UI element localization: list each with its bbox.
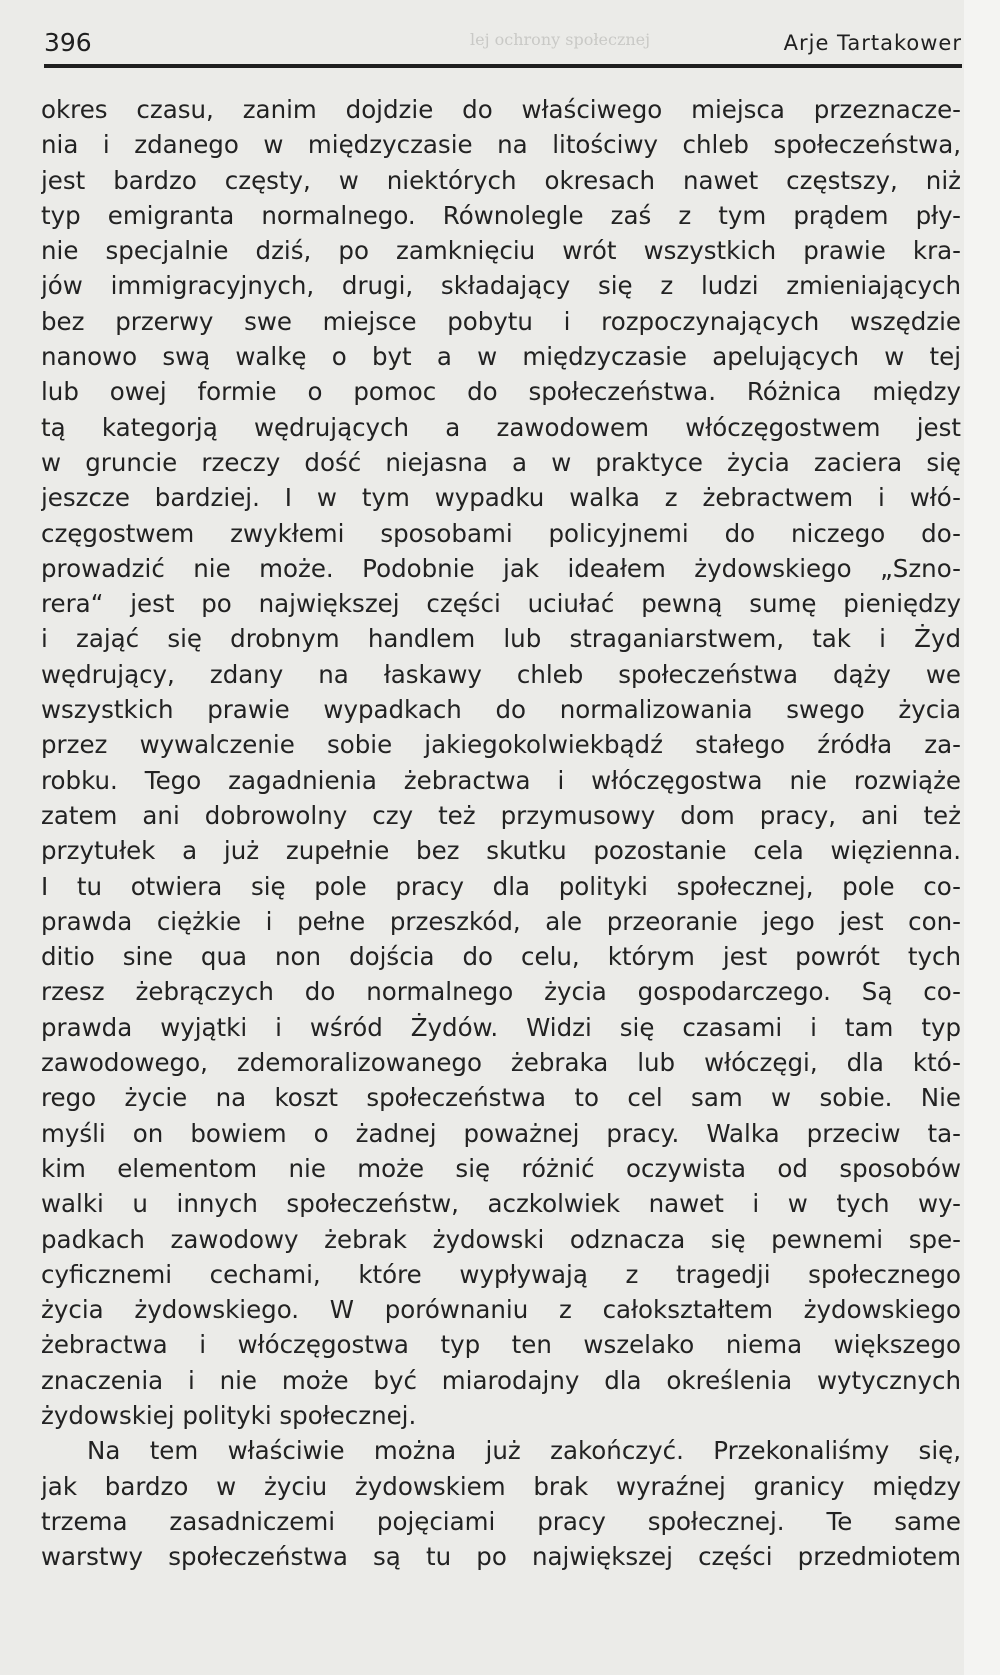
text-line: nia i zdanego w międzyczasie na litościwy chleb społeczeństwa, [41,130,961,160]
page-header [44,24,962,62]
text-line: nie specjalnie dziś, po zamknięciu wrót wszystkich prawie kra- [41,236,961,266]
text-line: typ emigranta normalnego. Równolegle zaś z tym prądem pły- [41,200,961,230]
text-line: prawda wyjątki i wśród Żydów. Widzi się czasami i tam typ [41,1012,961,1042]
text-line: nanowo swą walkę o byt a w międzyczasie apelujących w tej [41,342,961,372]
text-line: wędrujący, zdany na łaskawy chleb społeczeństwa dąży we [41,659,961,689]
text-line: żebractwa i włóczęgostwa typ ten wszelako niema większego [41,1330,961,1360]
text-line: prowadzić nie może. Podobnie jak ideałem żydowskiego „Szno- [41,553,961,583]
body-text [41,92,961,1574]
text-line: przez wywalczenie sobie jakiegokolwiekbądź stałego źródła za- [41,730,961,760]
text-line: życia żydowskiego. W porównaniu z całokształtem żydowskiego [41,1295,961,1325]
header-rule [44,64,962,68]
text-line: żydowskiej polityki społecznej. [41,1400,417,1430]
text-line: znaczenia i nie może być miarodajny dla określenia wytycznych [41,1365,961,1395]
text-line: rego życie na koszt społeczeństwa to cel sam w sobie. Nie [41,1083,961,1113]
text-line: Na tem właściwie można już zakończyć. Przekonaliśmy się, [87,1436,961,1466]
text-line: warstwy społeczeństwa są tu po największej części przedmiotem [41,1542,961,1572]
text-line: padkach zawodowy żebrak żydowski odznacza się pewnemi spe- [41,1224,961,1254]
text-line: i zająć się drobnym handlem lub straganiarstwem, tak i Żyd [41,624,961,654]
paragraph [41,1433,961,1574]
text-line: rzesz żebrączych do normalnego życia gospodarczego. Są co- [41,977,961,1007]
text-line: trzema zasadniczemi pojęciami pracy społecznej. Te same [41,1506,961,1536]
page-edge [964,0,1000,1675]
text-line: jeszcze bardziej. I w tym wypadku walka z żebractwem i włó- [41,483,961,513]
text-line: cyficznemi cechami, które wypływają z tragedji społecznego [41,1259,961,1289]
text-line: w gruncie rzeczy dość niejasna a w praktyce życia zaciera się [41,447,961,477]
page-number: 396 [44,28,92,57]
text-line: jak bardzo w życiu żydowskiem brak wyraźnej granicy między [41,1471,961,1501]
text-line: bez przerwy swe miejsce pobytu i rozpoczynających wszędzie [41,306,961,336]
text-line: jest bardzo częsty, w niektórych okresach nawet częstszy, niż [41,165,961,195]
text-line: jów immigracyjnych, drugi, składający się z ludzi zmieniających [41,271,961,301]
running-head-author: Arje Tartakower [783,31,962,55]
text-line: prawda ciężkie i pełne przeszkód, ale przeoranie jego jest con- [41,906,961,936]
text-line: myśli on bowiem o żadnej poważnej pracy. Walka przeciw ta- [41,1118,961,1148]
bleed-through-text: lej ochrony społecznej [470,30,651,49]
text-line: tą kategorją wędrujących a zawodowem włóczęgostwem jest [41,412,961,442]
text-line: robku. Tego zagadnienia żebractwa i włóczęgostwa nie rozwiąże [41,765,961,795]
text-line: zatem ani dobrowolny czy też przymusowy dom pracy, ani też [41,800,961,830]
text-line: okres czasu, zanim dojdzie do właściwego miejsca przeznacze- [41,95,961,124]
text-line: zawodowego, zdemoralizowanego żebraka lub włóczęgi, dla któ- [41,1048,961,1078]
text-line: przytułek a już zupełnie bez skutku pozostanie cela więzienna. [41,836,961,866]
text-line: lub owej formie o pomoc do społeczeństwa. Różnica między [41,377,961,407]
text-line: częgostwem zwykłemi sposobami policyjnemi do niczego do- [41,518,961,548]
text-line: ditio sine qua non dojścia do celu, którym jest powrót tych [41,942,961,972]
text-line: walki u innych społeczeństw, aczkolwiek nawet i w tych wy- [41,1189,961,1219]
paragraph [41,92,961,1433]
text-line: wszystkich prawie wypadkach do normalizowania swego życia [41,695,961,725]
text-line: rera“ jest po największej części uciułać pewną sumę pieniędzy [41,589,961,619]
text-line: I tu otwiera się pole pracy dla polityki społecznej, pole co- [41,871,961,901]
text-line: kim elementom nie może się różnić oczywista od sposobów [41,1153,961,1183]
